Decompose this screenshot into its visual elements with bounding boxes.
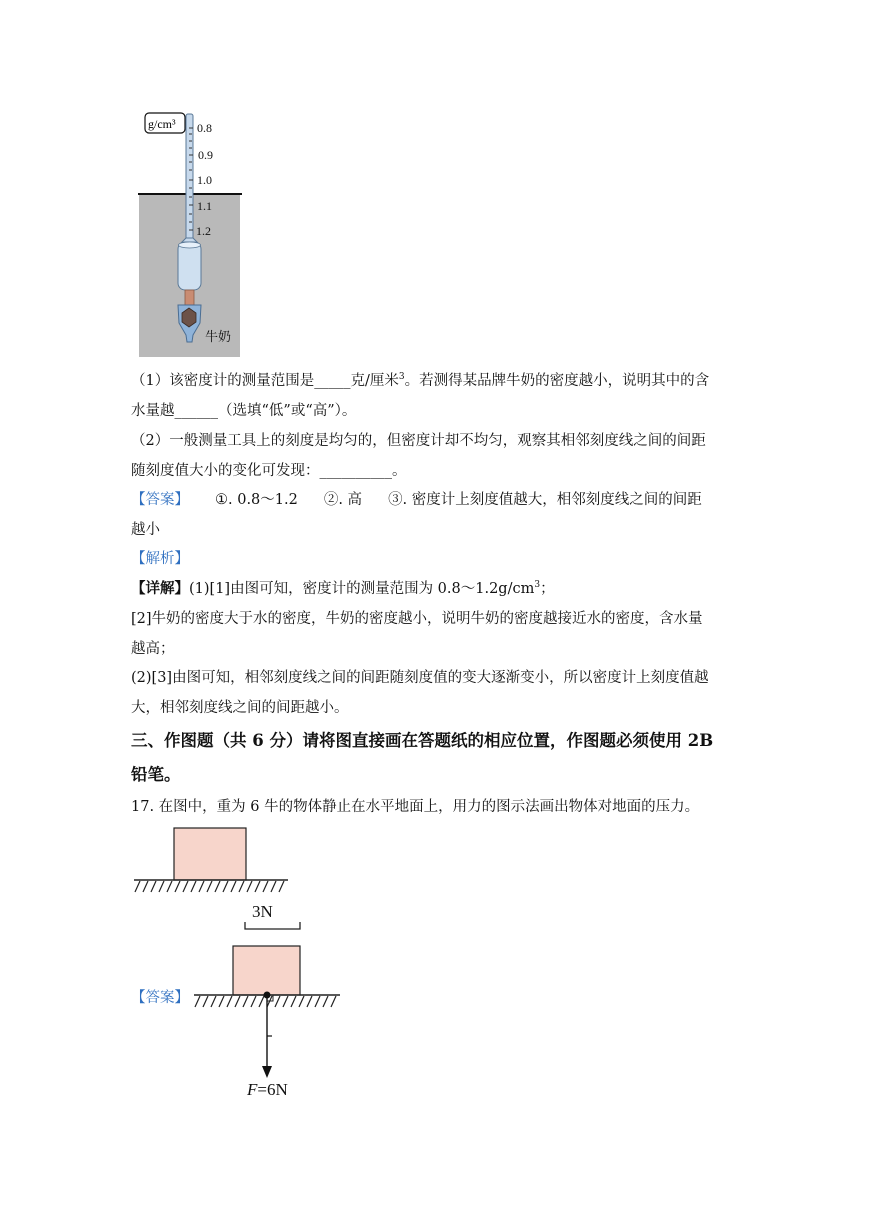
q17-question: 17. 在图中，重为 6 牛的物体静止在水平地面上，用力的图示法画出物体对地面的压力。 bbox=[131, 799, 700, 815]
hydrometer-stem bbox=[186, 114, 193, 242]
detail-line-3-cont: 大，相邻刻度线之间的间距越小。 bbox=[131, 700, 349, 716]
ground-hatching bbox=[135, 881, 284, 892]
scale-label: 3N bbox=[252, 902, 273, 921]
answer-block bbox=[233, 946, 300, 995]
hydrometer-figure bbox=[136, 108, 248, 358]
q1-answer-line bbox=[131, 490, 741, 510]
detail-line-1: 【详解】(1)[1]由图可知，密度计的测量范围为 $0.8\sim 1.2g/cm^3$； bbox=[131, 580, 555, 597]
detail-tag: 【详解】 bbox=[131, 580, 189, 597]
force-label: F=6N bbox=[247, 1080, 288, 1099]
force-arrow-head bbox=[262, 1066, 272, 1078]
q1-part2-line2: 随刻度值大小的变化可发现：__________。 bbox=[131, 463, 407, 479]
q1-part1-line2: 水量越______（选填“低”或“高”）。 bbox=[131, 403, 357, 419]
analysis-tag: 【解析】 bbox=[131, 551, 189, 567]
block bbox=[174, 828, 246, 880]
unit-label: g/cm³ bbox=[148, 117, 176, 131]
q1-part2-line1: （2）一般测量工具上的刻度是均匀的，但密度计却不均匀，观察其相邻刻度线之间的间距 bbox=[131, 433, 706, 449]
answer-2: ②. 高 bbox=[323, 492, 363, 508]
q1-part1-line1: （1）该密度计的测量范围是_____克/厘米$^3$。若测得某品牌牛奶的密度越小，说明其中的含 bbox=[131, 372, 710, 389]
hydrometer-connector bbox=[185, 290, 194, 306]
scale-bar bbox=[245, 922, 300, 929]
answer-tag: 【答案】 bbox=[131, 492, 189, 508]
q1-answer-cont: 越小 bbox=[131, 522, 160, 538]
scale-label: 1.2 bbox=[196, 224, 211, 238]
q17-block-figure bbox=[130, 826, 292, 896]
hydrometer-bulb bbox=[178, 242, 201, 290]
scale-label: 0.9 bbox=[198, 148, 213, 162]
detail-line-2: [2]牛奶的密度大于水的密度，牛奶的密度越小，说明牛奶的密度越接近水的密度，含水量 bbox=[131, 611, 703, 627]
answer-1: ①. 0.8～1.2 bbox=[215, 492, 298, 508]
scale-label: 1.0 bbox=[197, 173, 212, 187]
q17-answer-figure bbox=[190, 898, 350, 1106]
scale-label: 1.1 bbox=[197, 199, 212, 213]
q17-answer-tag: 【答案】 bbox=[131, 990, 189, 1006]
section3-heading-line1: 三、作图题（共 6 分）请将图直接画在答题纸的相应位置，作图题必须使用 2B bbox=[131, 731, 714, 750]
liquid-label: 牛奶 bbox=[205, 330, 232, 345]
section3-heading-line2: 铅笔。 bbox=[131, 765, 181, 784]
answer-3: ③. 密度计上刻度值越大，相邻刻度线之间的间距 bbox=[388, 492, 702, 508]
scale-label: 0.8 bbox=[197, 121, 212, 135]
detail-line-2-cont: 越高； bbox=[131, 641, 175, 657]
detail-line-3: (2)[3]由图可知，相邻刻度线之间的间距随刻度值的变大逐渐变小，所以密度计上刻度值越 bbox=[131, 670, 709, 686]
